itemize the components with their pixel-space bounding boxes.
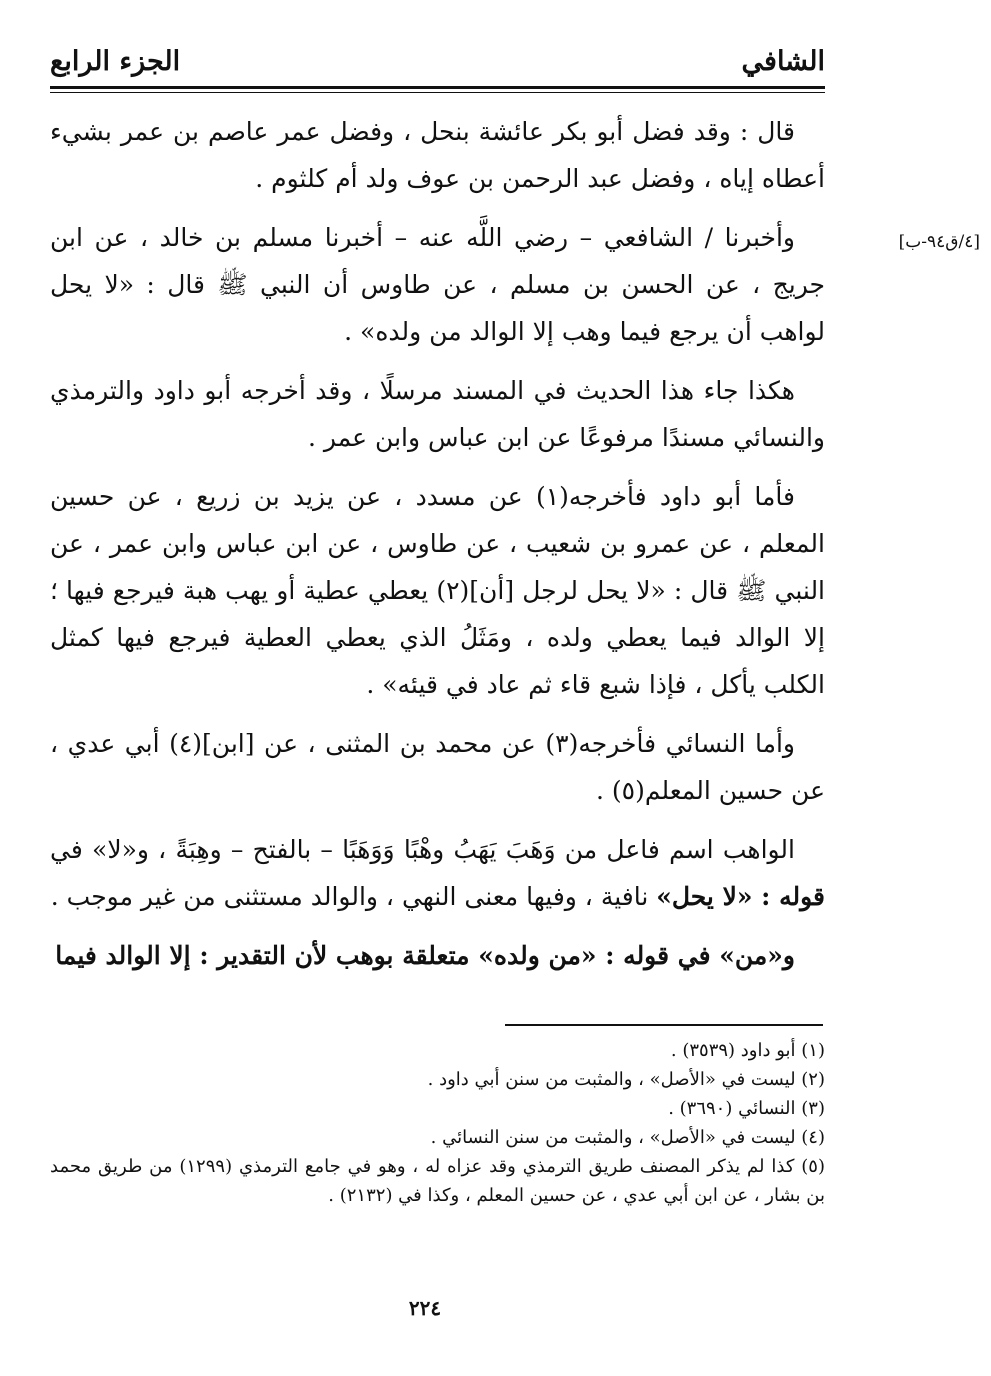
paragraph-2: وأخبرنا / الشافعي – رضي اللَّه عنه – أخبرنا مسلم بن خالد ، عن ابن جريج ، عن الحسن بن مسلم ، عن طاوس أن النبي ﷺ قال : «لا يحل لواهب أن يرجع فيما وهب إلا الوالد من ولده» . — [50, 223, 825, 346]
main-text — [50, 108, 825, 991]
manuscript-folio-reference: [٤/ق٩٤-ب] — [898, 232, 980, 252]
footnote-2: (٢) ليست في «الأصل» ، والمثبت من سنن أبي داود . — [427, 1069, 825, 1090]
running-header — [50, 40, 825, 82]
paragraph-6-rest: نافية ، وفيها معنى النهي ، والوالد مستثنى من غير موجب . — [50, 882, 657, 911]
header-rule-thick — [50, 86, 825, 89]
paragraph-6-bold: قوله : «لا يحل» — [656, 882, 825, 911]
footnote-separator — [505, 1024, 823, 1026]
paragraph-4: فأما أبو داود فأخرجه(١) عن مسدد ، عن يزيد بن زريع ، عن حسين المعلم ، عن عمرو بن شعيب ، عن طاوس ، عن ابن عباس وابن عمر ، عن النبي ﷺ قال : «لا يحل لرجل [أن](٢) يعطي عطية أو يهب هبة فيرجع فيها ؛ إلا الوالد فيما يعطي ولده ، ومَثَلُ الذي يعطي العطية فيرجع فيها كمثل الكلب يأكل ، فإذا شبع قاء ثم عاد في قيئه» . — [50, 482, 826, 699]
paragraph-3: هكذا جاء هذا الحديث في المسند مرسلًا ، وقد أخرجه أبو داود والترمذي والنسائي مسندًا مرفوعًا عن ابن عباس وابن عمر . — [50, 376, 825, 452]
paragraph-6-start: الواهب اسم فاعل من وَهَبَ يَهَبُ وهْبًا وَوَهَبًا – بالفتح – وهِبَةً ، و«لا» في — [50, 835, 795, 864]
footnotes — [50, 1036, 825, 1210]
footnote-1: (١) أبو داود (٣٥٣٩) . — [670, 1040, 825, 1061]
footnote-3: (٣) النسائي (٣٦٩٠) . — [668, 1098, 825, 1119]
book-title: الشافي — [741, 46, 825, 77]
footnote-4: (٤) ليست في «الأصل» ، والمثبت من سنن النسائي . — [430, 1127, 825, 1148]
volume-label: الجزء الرابع — [50, 46, 181, 77]
paragraph-6 — [50, 826, 825, 920]
footnote-5: (٥) كذا لم يذكر المصنف طريق الترمذي وقد عزاه له ، وهو في جامع الترمذي (١٢٩٩) من طريق محمد بن بشار ، عن ابن أبي عدي ، عن حسين المعلم ، وكذا في (٢١٣٢) . — [50, 1156, 825, 1206]
paragraph-1: قال : وقد فضل أبو بكر عائشة بنحل ، وفضل عمر عاصم بن عمر بشيء أعطاه إياه ، وفضل عبد الرحمن بن عوف ولد أم كلثوم . — [50, 117, 825, 193]
header-rule-thin — [50, 92, 825, 93]
paragraph-7: و«من» في قوله : «من ولده» متعلقة بوهب لأن التقدير : إلا الوالد فيما — [55, 941, 795, 970]
page-number: ٢٢٤ — [408, 1296, 442, 1320]
paragraph-5: وأما النسائي فأخرجه(٣) عن محمد بن المثنى ، عن [ابن](٤) أبي عدي ، عن حسين المعلم(٥) . — [50, 729, 825, 805]
